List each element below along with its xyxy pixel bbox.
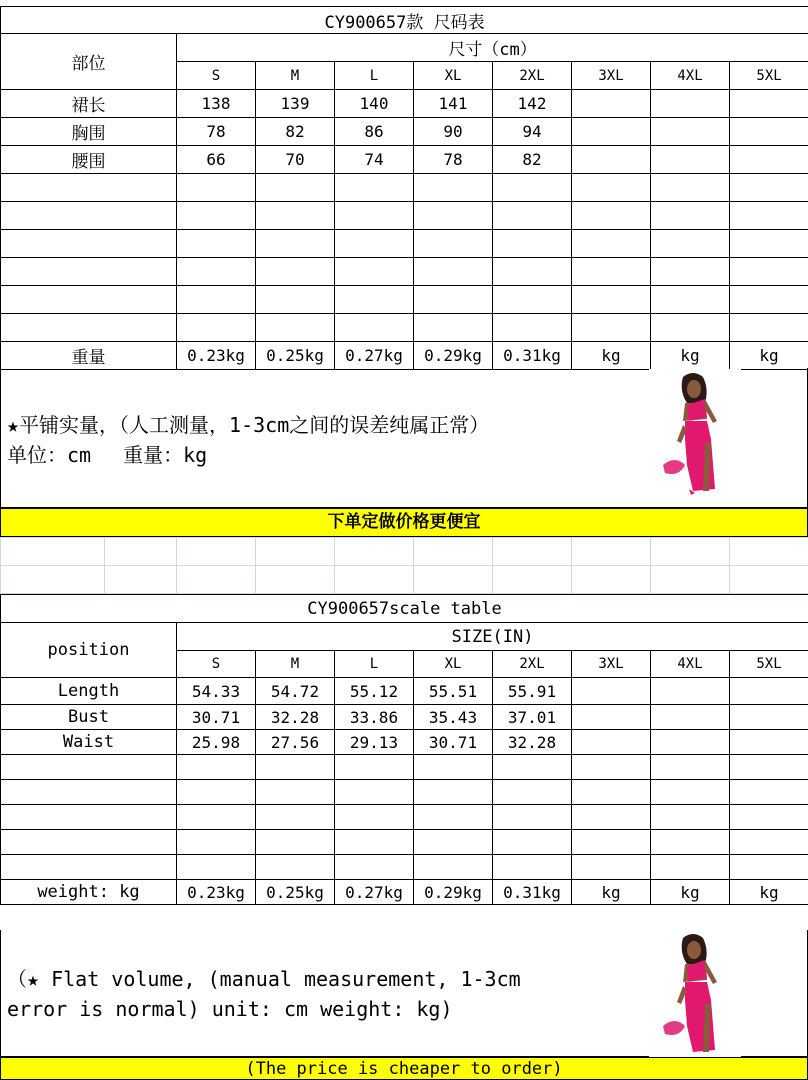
value-cell: 78 [177, 118, 256, 146]
size-cell: 5XL [730, 651, 808, 678]
value-cell: 25.98 [177, 730, 256, 755]
empty-row [1, 286, 808, 314]
product-photo [649, 369, 741, 497]
table-row [1, 146, 808, 174]
value-cell [572, 678, 651, 705]
empty-row [1, 174, 808, 202]
value-cell [651, 146, 730, 174]
cn-note-line1: ★平铺实量，（人工测量，1-3cm之间的误差纯属正常） [7, 413, 490, 437]
weight-label: 重量 [1, 342, 177, 370]
value-cell: 142 [493, 90, 572, 118]
empty-row [1, 314, 808, 342]
value-cell: 35.43 [414, 705, 493, 730]
value-cell [572, 705, 651, 730]
empty-row [1, 805, 808, 830]
row-label: Length [1, 678, 177, 705]
empty-row [1, 230, 808, 258]
value-cell: 29.13 [335, 730, 414, 755]
row-label: Waist [1, 730, 177, 755]
value-cell: 139 [256, 90, 335, 118]
size-cell: M [256, 62, 335, 90]
weight-cell: 0.25kg [256, 880, 335, 905]
cn-size-table [0, 6, 808, 370]
value-cell: 141 [414, 90, 493, 118]
size-cell: XL [414, 62, 493, 90]
row-label: 腰围 [1, 146, 177, 174]
value-cell [730, 90, 808, 118]
product-photo [649, 930, 741, 1058]
weight-cell: kg [651, 880, 730, 905]
table-row [1, 90, 808, 118]
value-cell [572, 118, 651, 146]
weight-cell: kg [730, 880, 808, 905]
value-cell: 66 [177, 146, 256, 174]
value-cell [730, 678, 808, 705]
cn-note-line2: 单位：cm 重量：kg [7, 443, 208, 467]
row-label: 裙长 [1, 90, 177, 118]
value-cell [651, 705, 730, 730]
row-label: Bust [1, 705, 177, 730]
en-size-header: SIZE(IN) [177, 623, 808, 651]
empty-row [1, 830, 808, 855]
size-cell: XL [414, 651, 493, 678]
value-cell: 55.91 [493, 678, 572, 705]
size-cell: L [335, 651, 414, 678]
value-cell: 37.01 [493, 705, 572, 730]
table-row [1, 678, 808, 705]
weight-label: weight: kg [1, 880, 177, 905]
value-cell: 82 [256, 118, 335, 146]
weight-cell: 0.31kg [493, 880, 572, 905]
value-cell: 32.28 [256, 705, 335, 730]
value-cell: 55.51 [414, 678, 493, 705]
weight-cell: 0.29kg [414, 342, 493, 370]
value-cell [730, 118, 808, 146]
weight-row [1, 342, 808, 370]
weight-cell: 0.27kg [335, 342, 414, 370]
size-cell: S [177, 62, 256, 90]
en-note-line1: （★ Flat volume, (manual measurement, 1-3cm [7, 967, 521, 991]
value-cell: 94 [493, 118, 572, 146]
empty-row [1, 780, 808, 805]
cn-order-banner: 下单定做价格更便宜 [0, 508, 808, 537]
size-cell: 4XL [651, 651, 730, 678]
value-cell [651, 118, 730, 146]
size-cell: S [177, 651, 256, 678]
table-row [1, 730, 808, 755]
value-cell [651, 678, 730, 705]
value-cell: 74 [335, 146, 414, 174]
weight-cell: kg [572, 880, 651, 905]
table-row [1, 118, 808, 146]
row-label: 胸围 [1, 118, 177, 146]
weight-row [1, 880, 808, 905]
empty-row [1, 202, 808, 230]
weight-cell: kg [572, 342, 651, 370]
value-cell: 30.71 [414, 730, 493, 755]
value-cell: 140 [335, 90, 414, 118]
size-cell: 3XL [572, 651, 651, 678]
weight-cell: 0.23kg [177, 342, 256, 370]
value-cell: 90 [414, 118, 493, 146]
value-cell: 55.12 [335, 678, 414, 705]
empty-row [1, 258, 808, 286]
value-cell: 138 [177, 90, 256, 118]
size-cell: M [256, 651, 335, 678]
cn-position-header: 部位 [1, 34, 177, 90]
weight-cell: 0.29kg [414, 880, 493, 905]
en-size-table [0, 594, 808, 905]
spacer-grid [0, 537, 808, 594]
weight-cell: 0.25kg [256, 342, 335, 370]
value-cell: 33.86 [335, 705, 414, 730]
size-cell: 4XL [651, 62, 730, 90]
value-cell: 86 [335, 118, 414, 146]
size-cell: 5XL [730, 62, 808, 90]
value-cell: 32.28 [493, 730, 572, 755]
weight-cell: kg [730, 342, 808, 370]
en-note-line2: error is normal) unit: cm weight: kg) [7, 997, 453, 1021]
value-cell: 78 [414, 146, 493, 174]
value-cell [730, 705, 808, 730]
en-table-title: CY900657scale table [1, 595, 808, 623]
en-order-banner: (The price is cheaper to order) [0, 1057, 808, 1080]
size-cell: 3XL [572, 62, 651, 90]
value-cell [651, 730, 730, 755]
weight-cell: kg [651, 342, 730, 370]
value-cell: 54.33 [177, 678, 256, 705]
table-row [1, 705, 808, 730]
weight-cell: 0.27kg [335, 880, 414, 905]
empty-row [1, 855, 808, 880]
cn-table-title: CY900657款 尺码表 [1, 7, 808, 34]
value-cell: 27.56 [256, 730, 335, 755]
empty-row [1, 755, 808, 780]
value-cell: 30.71 [177, 705, 256, 730]
value-cell [651, 90, 730, 118]
size-cell: 2XL [493, 651, 572, 678]
value-cell: 70 [256, 146, 335, 174]
cn-size-header: 尺寸（cm） [177, 34, 808, 62]
en-position-header: position [1, 623, 177, 678]
weight-cell: 0.31kg [493, 342, 572, 370]
value-cell [572, 146, 651, 174]
value-cell [572, 730, 651, 755]
size-cell: L [335, 62, 414, 90]
value-cell: 82 [493, 146, 572, 174]
value-cell [730, 146, 808, 174]
value-cell [572, 90, 651, 118]
weight-cell: 0.23kg [177, 880, 256, 905]
value-cell [730, 730, 808, 755]
value-cell: 54.72 [256, 678, 335, 705]
size-cell: 2XL [493, 62, 572, 90]
